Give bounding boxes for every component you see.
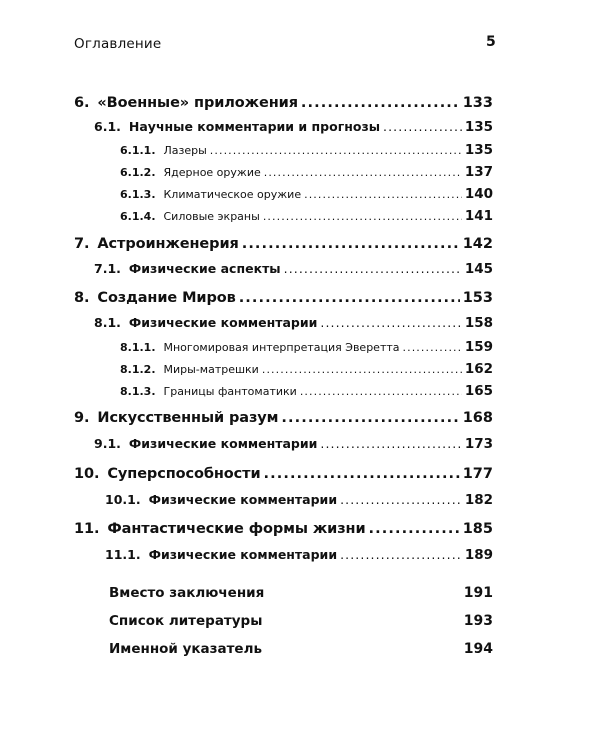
subsection-number: 8.1.2.: [120, 363, 156, 376]
toc-chapter-10[interactable]: [74, 466, 493, 482]
toc-conclusion[interactable]: [109, 585, 493, 601]
chapter-title: Фантастические формы жизни: [107, 521, 366, 537]
subsection-number: 6.1.4.: [120, 210, 156, 223]
dot-leader: [284, 261, 462, 276]
section-number: 8.1.: [94, 315, 121, 330]
toc-chapter-6[interactable]: [74, 95, 493, 111]
toc-section-8-1[interactable]: [94, 315, 493, 331]
page-number: 191: [463, 585, 493, 601]
page-number: 140: [464, 186, 493, 202]
subsection-number: 6.1.1.: [120, 144, 156, 157]
dot-leader: [281, 410, 459, 426]
toc-subsection-6-1-1[interactable]: [120, 142, 493, 158]
dot-leader: [264, 166, 462, 179]
page-number: 135: [464, 119, 493, 135]
dot-leader: [383, 119, 462, 134]
section-number: 6.1.: [94, 119, 121, 134]
chapter-number: 8.: [74, 290, 90, 306]
dot-leader: [210, 144, 462, 157]
toc-subsection-8-1-2[interactable]: [120, 361, 493, 377]
page-number: 173: [464, 436, 493, 452]
page-number: 137: [464, 164, 493, 180]
subsection-title: Многомировая интерпретация Эверетта: [163, 341, 400, 354]
page-number: 141: [464, 208, 493, 224]
dot-leader: [340, 492, 462, 507]
page-number: 158: [464, 315, 493, 331]
toc-section-7-1[interactable]: [94, 261, 493, 277]
page-number: 159: [464, 339, 493, 355]
running-header-title: Оглавление: [74, 36, 162, 52]
toc-chapter-7[interactable]: [74, 236, 493, 252]
section-title: Научные комментарии и прогнозы: [128, 119, 381, 134]
section-title: Физические комментарии: [128, 315, 318, 330]
toc-subsection-8-1-3[interactable]: [120, 383, 493, 399]
toc-section-6-1[interactable]: [94, 119, 493, 135]
chapter-title: Искусственный разум: [97, 410, 279, 426]
dot-leader: [369, 521, 460, 537]
toc-section-10-1[interactable]: [105, 492, 493, 508]
toc-subsection-6-1-3[interactable]: [120, 186, 493, 202]
page-number: 142: [462, 236, 493, 252]
section-title: Физические комментарии: [148, 492, 338, 507]
toc-subsection-8-1-1[interactable]: [120, 339, 493, 355]
toc-section-9-1[interactable]: [94, 436, 493, 452]
entry-title: Вместо заключения: [109, 585, 265, 601]
section-number: 7.1.: [94, 261, 121, 276]
dot-leader: [239, 290, 460, 306]
subsection-title: Ядерное оружие: [163, 166, 261, 179]
dot-leader: [242, 236, 460, 252]
dot-leader: [340, 547, 462, 562]
subsection-number: 6.1.3.: [120, 188, 156, 201]
page-number: 135: [464, 142, 493, 158]
chapter-title: Астроинженерия: [97, 236, 239, 252]
dot-leader: [403, 341, 462, 354]
page-number: 182: [464, 492, 493, 508]
subsection-number: 8.1.3.: [120, 385, 156, 398]
page-number: 162: [464, 361, 493, 377]
section-number: 11.1.: [105, 547, 141, 562]
page-number: 168: [462, 410, 493, 426]
entry-title: Именной указатель: [109, 641, 263, 657]
subsection-number: 6.1.2.: [120, 166, 156, 179]
page-number: 185: [462, 521, 493, 537]
toc-name-index[interactable]: [109, 641, 493, 657]
section-title: Физические комментарии: [128, 436, 318, 451]
toc-subsection-6-1-2[interactable]: [120, 164, 493, 180]
page-number: 165: [464, 383, 493, 399]
subsection-title: Границы фантоматики: [163, 385, 297, 398]
section-title: Физические аспекты: [128, 261, 281, 276]
chapter-number: 11.: [74, 521, 100, 537]
entry-title: Список литературы: [109, 613, 263, 629]
subsection-title: Силовые экраны: [163, 210, 260, 223]
toc-section-11-1[interactable]: [105, 547, 493, 563]
page-number: 153: [462, 290, 493, 306]
subsection-title: Климатическое оружие: [163, 188, 302, 201]
chapter-title: Создание Миров: [97, 290, 236, 306]
dot-leader: [300, 385, 462, 398]
chapter-number: 9.: [74, 410, 90, 426]
dot-leader: [263, 210, 462, 223]
section-number: 10.1.: [105, 492, 141, 507]
running-header-page-number: 5: [486, 34, 496, 50]
toc-chapter-11[interactable]: [74, 521, 493, 537]
section-title: Физические комментарии: [148, 547, 338, 562]
page-number: 193: [463, 613, 493, 629]
toc-subsection-6-1-4[interactable]: [120, 208, 493, 224]
subsection-title: Лазеры: [163, 144, 207, 157]
page-number: 177: [462, 466, 493, 482]
subsection-number: 8.1.1.: [120, 341, 156, 354]
toc-chapter-9[interactable]: [74, 410, 493, 426]
dot-leader: [301, 95, 460, 111]
page-number: 189: [464, 547, 493, 563]
page-number: 145: [464, 261, 493, 277]
section-number: 9.1.: [94, 436, 121, 451]
dot-leader: [264, 466, 460, 482]
dot-leader: [320, 436, 461, 451]
chapter-number: 10.: [74, 466, 100, 482]
dot-leader: [262, 363, 462, 376]
subsection-title: Миры-матрешки: [163, 363, 259, 376]
page-number: 133: [462, 95, 493, 111]
dot-leader: [304, 188, 462, 201]
dot-leader: [320, 315, 461, 330]
chapter-number: 6.: [74, 95, 90, 111]
toc-chapter-8[interactable]: [74, 290, 493, 306]
chapter-title: Суперспособности: [107, 466, 261, 482]
chapter-title: «Военные» приложения: [97, 95, 298, 111]
chapter-number: 7.: [74, 236, 90, 252]
page-number: 194: [463, 641, 493, 657]
toc-bibliography[interactable]: [109, 613, 493, 629]
